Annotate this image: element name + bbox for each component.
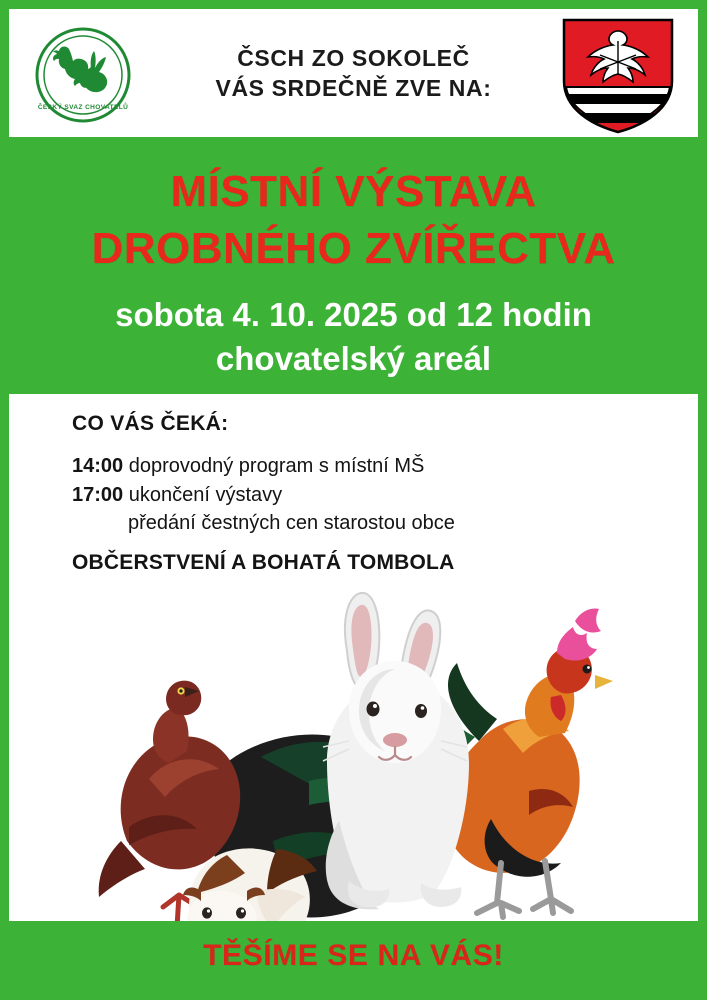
program-item-time: 14:00 (72, 455, 124, 478)
program-item-text: ukončení výstavy (128, 483, 283, 506)
svg-text:ČESKÝ SVAZ CHOVATELŮ: ČESKÝ SVAZ CHOVATELŮ (37, 104, 129, 111)
event-title-line-1: MÍSTNÍ VÝSTAVA (170, 167, 537, 216)
program-note: předání čestných cen starostou obce (128, 512, 455, 535)
invitation-text (216, 43, 492, 104)
footer-slogan: TĚŠÍME SE NA VÁS! (203, 939, 504, 972)
invitation-line-2: VÁS SRDEČNĚ ZVE NA: (215, 75, 492, 101)
poster-footer (9, 921, 698, 991)
poster-header (9, 9, 698, 137)
program-heading: CO VÁS ČEKÁ: (72, 412, 229, 436)
program-item (72, 452, 698, 480)
event-place: chovatelský areál (215, 339, 492, 377)
rabbit-figure (323, 593, 469, 910)
program-item (72, 481, 698, 509)
invitation-line-1: ČSCH ZO SOKOLEČ (237, 44, 470, 71)
csch-logo-icon (33, 25, 133, 125)
event-title-line-2: DROBNÉHO ZVÍŘECTVA (91, 224, 616, 274)
animals-artwork (9, 591, 698, 921)
event-title (9, 163, 698, 277)
poster-title-block (9, 137, 698, 394)
coat-of-arms-icon (560, 17, 676, 135)
event-subtitle (9, 293, 698, 380)
program-footer-note: OBČERSTVENÍ A BOHATÁ TOMBOLA (72, 550, 455, 574)
program-item-time: 17:00 (72, 483, 124, 506)
poster-content (9, 394, 698, 921)
event-date: sobota 4. 10. 2025 od 12 hodin (115, 296, 592, 334)
program-block (9, 394, 698, 574)
program-item-text: doprovodný program s místní MŠ (128, 455, 425, 478)
